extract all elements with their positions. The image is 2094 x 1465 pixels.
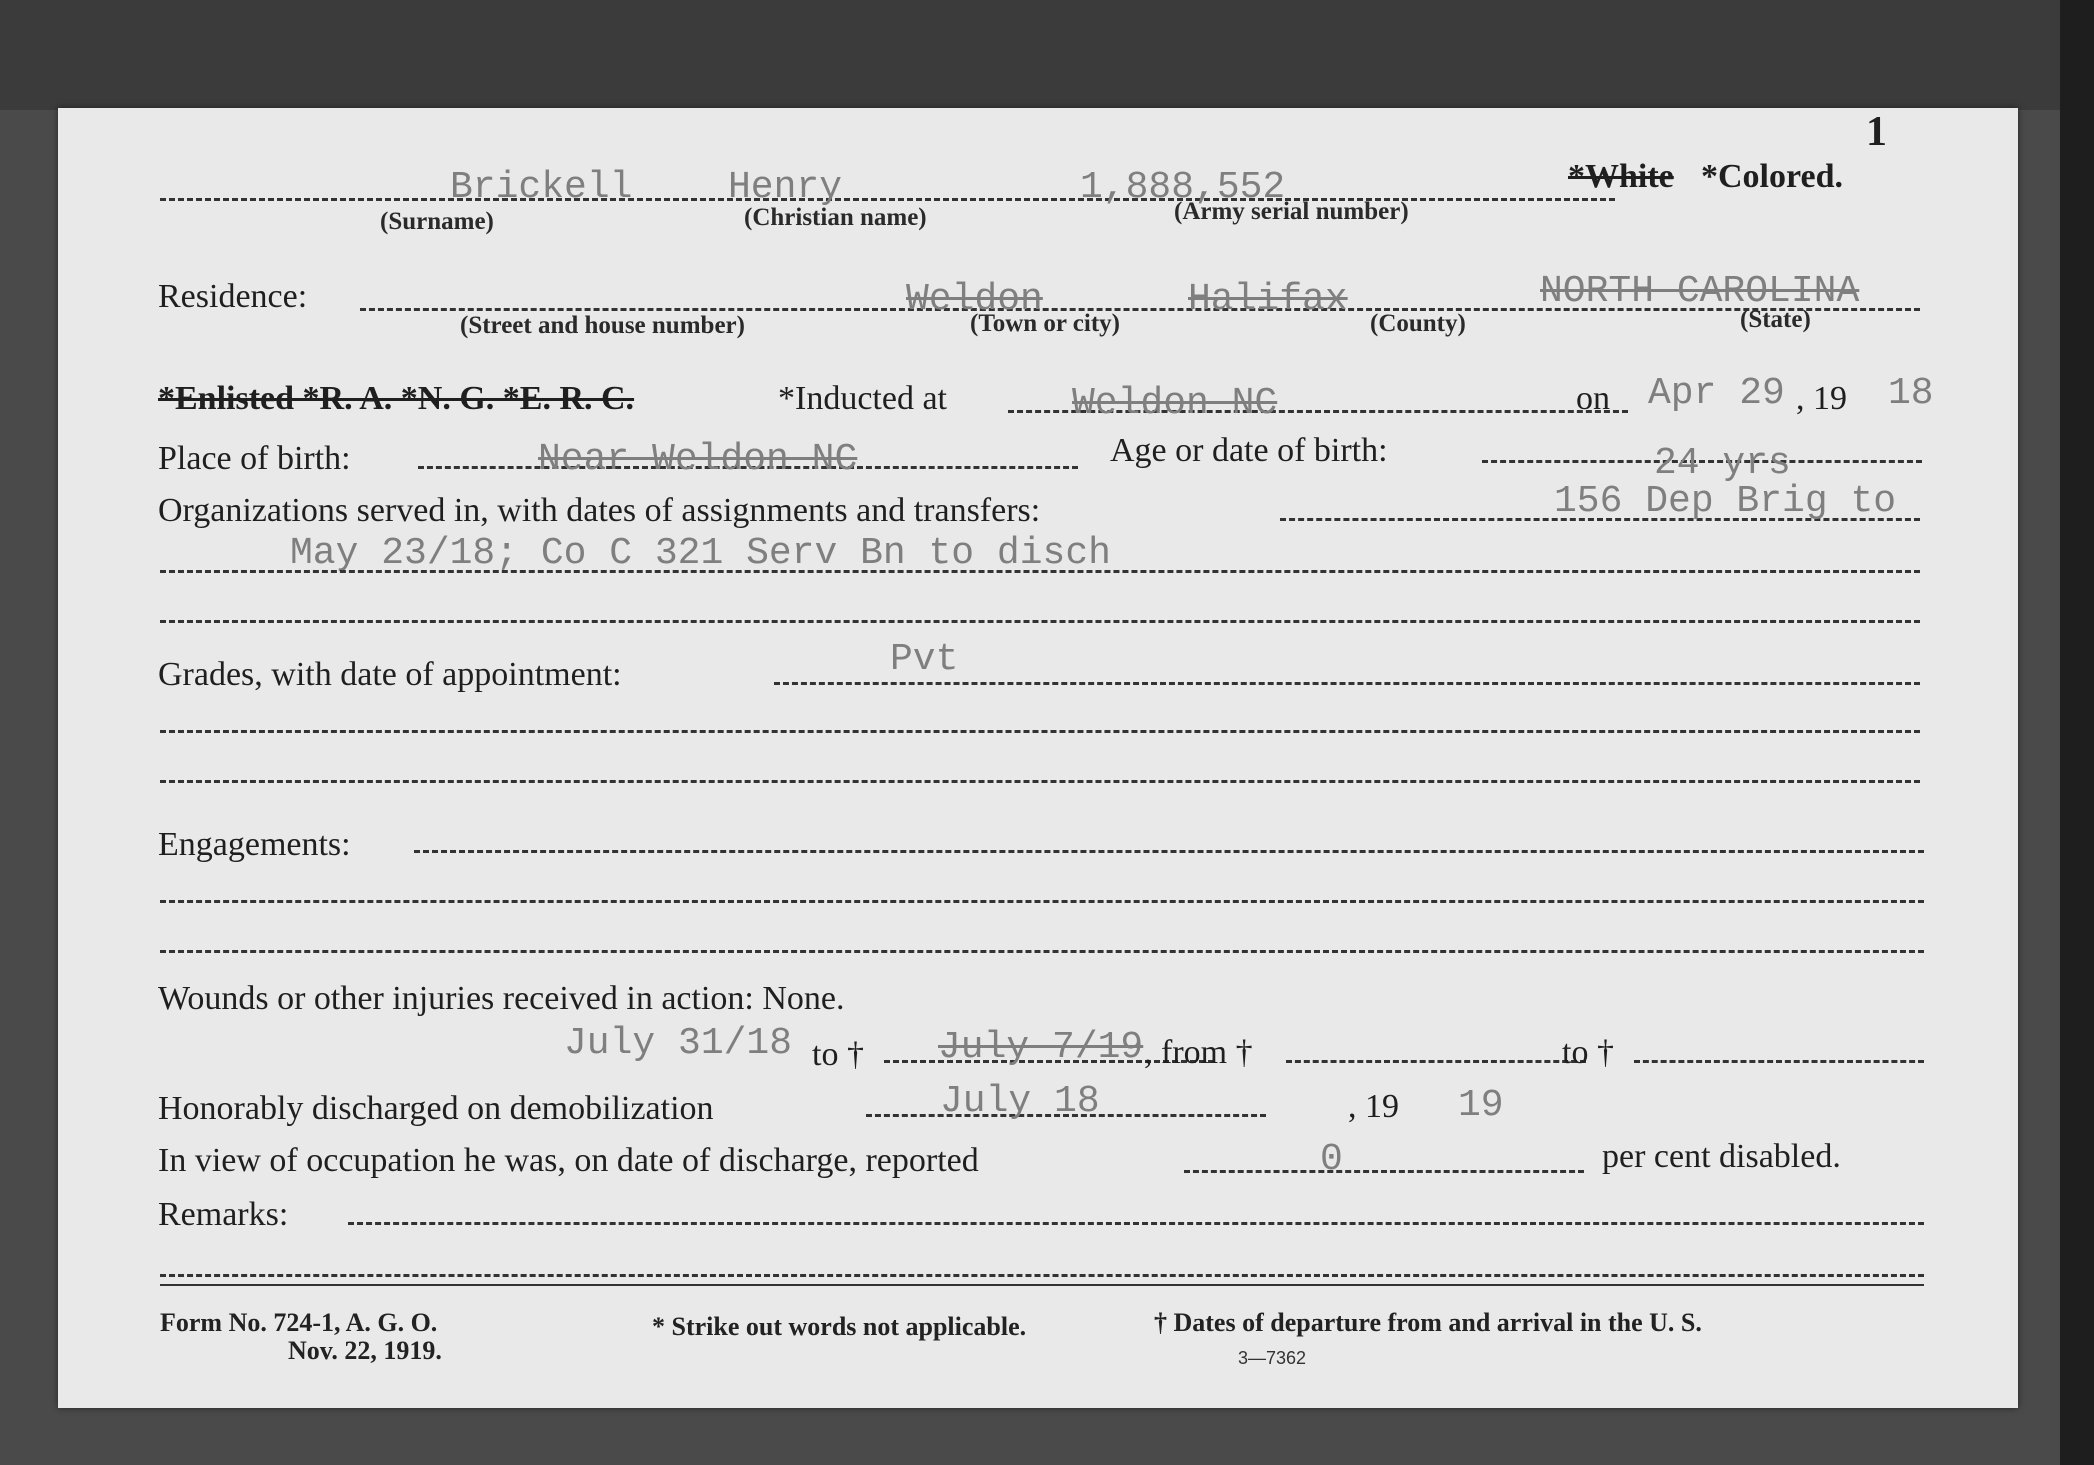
strike-note: * Strike out words not applicable. <box>652 1312 1027 1341</box>
organizations-line-2: May 23/18; Co C 321 Serv Bn to disch <box>290 532 1111 575</box>
residence-county-value: Halifax <box>1188 278 1348 321</box>
disability-value: 0 <box>1320 1138 1343 1181</box>
print-code: 3—7362 <box>1238 1348 1307 1368</box>
age-label: Age or date of birth: <box>1110 432 1388 469</box>
disability-rule <box>1184 1170 1584 1173</box>
organizations-rule-2 <box>160 570 1920 573</box>
induction-year-prefix: , 19 <box>1796 380 1847 417</box>
wounds-text: Wounds or other injuries received in action: None. <box>158 980 845 1017</box>
race-white: *White <box>1568 158 1674 195</box>
street-caption: (Street and house number) <box>460 312 745 339</box>
induction-date-value: Apr 29 <box>1648 372 1785 415</box>
overseas-from-rule-2 <box>1286 1060 1586 1063</box>
remarks-label: Remarks: <box>158 1196 289 1233</box>
form-number: Form No. 724-1, A. G. O. <box>160 1308 438 1337</box>
serial-number-value: 1,888,552 <box>1080 166 1286 209</box>
discharge-date-value: July 18 <box>940 1080 1100 1123</box>
form-date: Nov. 22, 1919. <box>288 1336 442 1365</box>
overseas-to-value: July 7/19 <box>938 1026 1144 1069</box>
dates-note: † Dates of departure from and arrival in the U. S. <box>1154 1308 1702 1337</box>
discharge-year-value: 19 <box>1458 1084 1504 1127</box>
discharge-label: Honorably discharged on demobilization <box>158 1090 714 1127</box>
grades-rule-1 <box>774 682 1920 685</box>
discharge-year-prefix: , 19 <box>1348 1088 1399 1125</box>
disability-label: In view of occupation he was, on date of discharge, reported <box>158 1142 979 1179</box>
organizations-label: Organizations served in, with dates of assignments and transfers: <box>158 492 1041 529</box>
overseas-from-label-2: , from † <box>1144 1034 1253 1071</box>
surname-caption: (Surname) <box>380 208 494 235</box>
age-value: 24 yrs <box>1654 442 1791 485</box>
residence-town-value: Weldon <box>906 278 1043 321</box>
organizations-rule-3 <box>160 620 1920 623</box>
birth-place-value: Near Weldon NC <box>538 438 858 481</box>
county-caption: (County) <box>1370 310 1466 337</box>
residence-label: Residence: <box>158 278 308 315</box>
engagements-label: Engagements: <box>158 826 351 863</box>
engagements-rule-3 <box>160 950 1924 953</box>
footer-divider <box>160 1284 1924 1286</box>
enlisted-options: *Enlisted *R. A. *N. G. *E. R. C. <box>158 380 635 417</box>
grades-rule-3 <box>160 780 1920 783</box>
inducted-label: *Inducted at <box>778 380 947 417</box>
overseas-to-label-2: to † <box>1562 1034 1614 1071</box>
scan-background-edge <box>2060 0 2094 1465</box>
overseas-to-label: to † <box>812 1036 864 1073</box>
race-colored: *Colored. <box>1701 158 1843 195</box>
christian-name-value: Henry <box>728 166 843 209</box>
scan-background-top <box>0 0 2094 110</box>
inducted-place-value: Weldon NC <box>1072 382 1278 425</box>
service-record-card <box>58 108 2018 1408</box>
state-caption: (State) <box>1740 306 1811 333</box>
disability-suffix: per cent disabled. <box>1602 1138 1841 1175</box>
serial-number-caption: (Army serial number) <box>1174 198 1409 225</box>
grades-value: Pvt <box>890 638 959 681</box>
overseas-from-value: July 31/18 <box>564 1022 793 1065</box>
surname-value: Brickell <box>450 166 633 209</box>
christian-name-caption: (Christian name) <box>744 204 927 231</box>
engagements-rule-2 <box>160 900 1924 903</box>
grades-label: Grades, with date of appointment: <box>158 656 622 693</box>
induction-year-value: 18 <box>1888 372 1934 415</box>
remarks-rule-1 <box>348 1222 1924 1225</box>
engagements-rule-1 <box>414 850 1924 853</box>
grades-rule-2 <box>160 730 1920 733</box>
birth-place-label: Place of birth: <box>158 440 351 477</box>
on-label: on <box>1576 380 1610 417</box>
residence-state-value: NORTH CAROLINA <box>1540 270 1860 313</box>
overseas-to-rule-2 <box>1634 1060 1924 1063</box>
town-caption: (Town or city) <box>970 310 1120 337</box>
remarks-rule-2 <box>160 1274 1924 1277</box>
card-number: 1 <box>1866 109 1887 155</box>
organizations-line-1: 156 Dep Brig to <box>1554 480 1897 523</box>
